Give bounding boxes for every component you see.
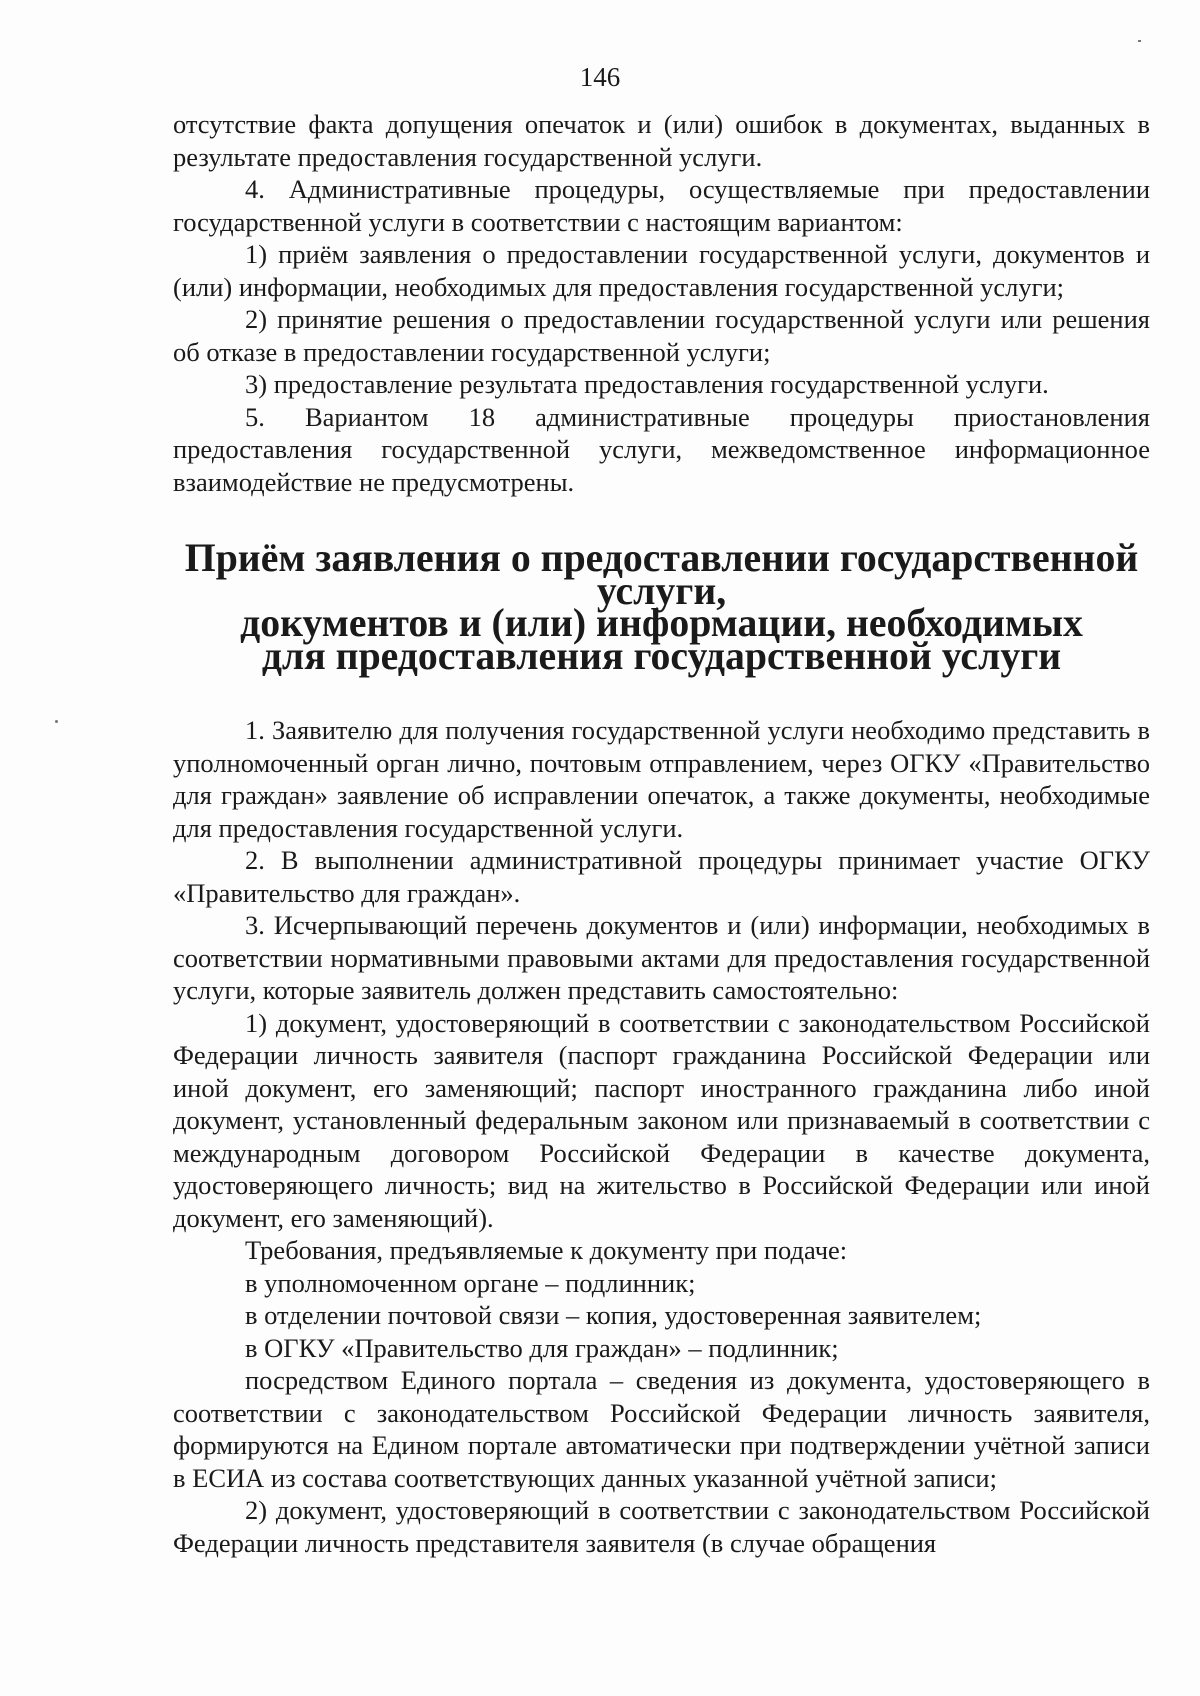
paragraph-subitem-2: 2) документ, удостоверяющий в соответствии с законодательством Российской Федерации личность представителя заявителя (в случае обращения — [173, 1495, 1150, 1558]
document-body — [173, 108, 1150, 1559]
paragraph-subitem-2: 2) принятие решения о предоставлении государственной услуги или решения об отказе в предоставлении государственной услуги; — [173, 304, 1150, 367]
paragraph-requirement: посредством Единого портала – сведения из документа, удостоверяющего в соответствии с законодательством Российской Федерации личность заявителя, формируются на Едином портале автоматически при подтверждении учётной записи в ЕСИА из состава соответствующих данных указанной учётной записи; — [173, 1365, 1150, 1493]
paragraph-requirements: Требования, предъявляемые к документу при подаче: — [245, 1235, 848, 1265]
paragraph-requirement: в уполномоченном органе – подлинник; — [245, 1267, 696, 1298]
paragraph-requirement: в отделении почтовой связи – копия, удостоверенная заявителем; — [245, 1300, 982, 1330]
paragraph-item-4: 4. Административные процедуры, осуществляемые при предоставлении государственной услуги в соответствии с настоящим вариантом: — [173, 174, 1150, 237]
paragraph-continuation: отсутствие факта допущения опечаток и (или) ошибок в документах, выданных в результате предоставления государственной услуги. — [173, 109, 1150, 172]
section-heading — [173, 536, 1150, 678]
page-number: 146 — [579, 62, 621, 92]
scan-speck — [1138, 40, 1141, 42]
paragraph-subitem-1: 1) документ, удостоверяющий в соответствии с законодательством Российской Федерации личность заявителя (паспорт гражданина Российской Федерации или иной документ, его заменяющий; паспорт иностранного гражданина либо иной документ, установленный федеральным законом или признаваемый в соответствии с международным договором Российской Федерации в качестве документа, удостоверяющего личность; вид на жительство в Российской Федерации или иной документ, его заменяющий). — [173, 1007, 1150, 1233]
paragraph-item-1: 1. Заявителю для получения государственной услуги необходимо представить в уполномоченный орган лично, почтовым отправлением, через ОГКУ «Правительство для граждан» заявление об исправлении опечаток, а также документы, необходимые для предоставления государственной услуги. — [173, 715, 1150, 843]
paragraph-requirement: в ОГКУ «Правительство для граждан» – подлинник; — [245, 1332, 839, 1363]
paragraph-subitem-1: 1) приём заявления о предоставлении государственной услуги, документов и (или) информации, необходимых для предоставления государственной услуги; — [173, 239, 1150, 302]
paragraph-item-3: 3. Исчерпывающий перечень документов и (или) информации, необходимых в соответствии нормативными правовыми актами для предоставления государственной услуги, которые заявитель должен представить самостоятельно: — [173, 910, 1150, 1005]
paragraph-item-2: 2. В выполнении административной процедуры принимает участие ОГКУ «Правительство для граждан». — [173, 845, 1150, 908]
section-heading-line: для предоставления государственной услуги — [261, 633, 1062, 678]
section-heading-line: Приём заявления о предоставлении государственной услуги, — [184, 536, 1139, 613]
paragraph-item-5: 5. Вариантом 18 административные процедуры приостановления предоставления государственной услуги, межведомственное информационное взаимодействие не предусмотрены. — [173, 401, 1150, 497]
section-heading-line: документов и (или) информации, необходимых — [240, 601, 1083, 645]
scan-speck — [55, 720, 58, 723]
paragraph-subitem-3: 3) предоставление результата предоставления государственной услуги. — [245, 369, 1049, 399]
